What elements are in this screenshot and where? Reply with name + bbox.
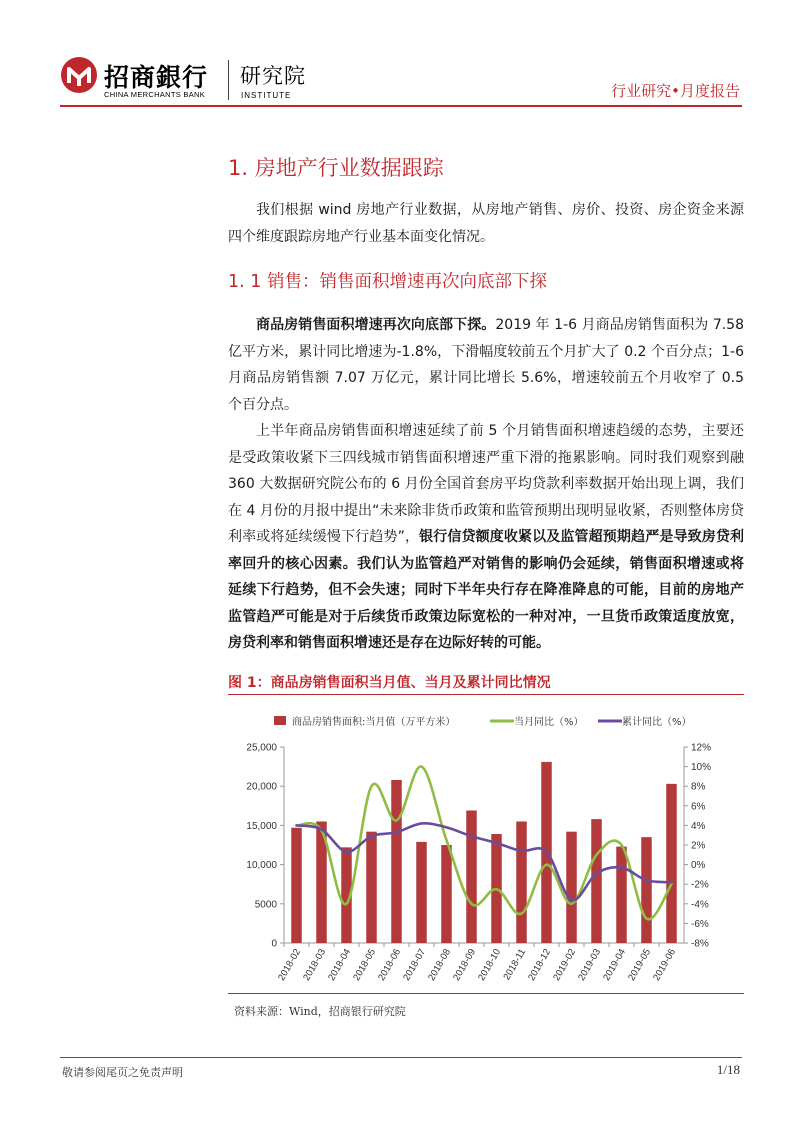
bar-sales-area	[616, 847, 627, 943]
legend-swatch-bar	[274, 716, 286, 725]
bar-sales-area	[291, 828, 302, 943]
x-axis-tick-label: 2018-02	[276, 947, 304, 983]
x-axis-tick-label: 2018-10	[476, 947, 504, 983]
bar-sales-area	[391, 780, 402, 943]
bar-sales-area	[416, 842, 427, 943]
chart-legend	[274, 715, 692, 728]
right-axis-tick-label: 10%	[691, 762, 712, 774]
left-axis-tick-label: 15,000	[246, 820, 277, 832]
right-axis-tick-label: 0%	[691, 860, 706, 872]
footer-disclaimer: 敬请参阅尾页之免责声明	[62, 1066, 183, 1079]
brand-name: 招商銀行	[104, 63, 209, 92]
institute-name: 研究院	[240, 64, 306, 88]
paragraph-analysis	[228, 418, 744, 657]
sales-area-chart	[228, 700, 744, 995]
page-header	[0, 0, 802, 108]
bar-sales-area	[516, 821, 527, 943]
right-axis-tick-label: 6%	[691, 801, 706, 813]
bar-sales-area	[566, 832, 577, 943]
page-number: 1/18	[716, 1062, 740, 1077]
left-axis-tick-label: 0	[271, 938, 277, 950]
institute-name-en: INSTITUTE	[241, 91, 292, 100]
x-axis-tick-label: 2019-02	[551, 947, 579, 983]
paragraph-analysis-conclusion: 银行信贷额度收紧以及监管超预期趋严是导致房贷利率回升的核心因素。我们认为监管趋严对销售的影响仍会延续，销售面积增速或将延续下行趋势，但不会失速；同时下半年央行存在降准降息的可能，目前的房地产监管趋严可能是对于后续货币政策边际宽松的一种对冲，一旦货币政策适度放宽，房贷利率和销售面积增速还是存在边际好转的可能。	[228, 529, 744, 651]
section-title: 1. 房地产行业数据跟踪	[228, 156, 444, 180]
right-axis-tick-label: -8%	[691, 938, 709, 950]
bar-sales-area	[666, 784, 677, 943]
x-axis-tick-label: 2018-06	[376, 947, 404, 983]
x-axis-tick-label: 2018-05	[351, 947, 379, 983]
right-axis-tick-label: 12%	[691, 742, 712, 754]
legend-label: 当月同比（%）	[514, 717, 584, 728]
bar-sales-area	[641, 837, 652, 943]
bar-sales-area	[366, 832, 377, 943]
x-axis-tick-label: 2018-08	[426, 947, 454, 983]
line-monthly-yoy	[297, 766, 672, 919]
cmb-logo-icon	[60, 56, 98, 94]
brand-name-en: CHINA MERCHANTS BANK	[104, 90, 206, 99]
x-axis-tick-label: 2019-05	[626, 947, 654, 983]
report-type: 行业研究•月度报告	[611, 82, 740, 100]
intro-paragraph: 我们根据 wind 房地产行业数据，从房地产销售、房价、投资、房企资金来源四个维度跟踪房地产行业基本面变化情况。	[228, 202, 744, 245]
subsection-title: 1. 1 销售：销售面积增速再次向底部下探	[228, 272, 547, 292]
figure-title: 图 1：商品房销售面积当月值、当月及累计同比情况	[228, 675, 551, 691]
x-axis-tick-label: 2018-12	[526, 947, 554, 983]
paragraph-analysis-body: 上半年商品房销售面积增速延续了前 5 个月销售面积增速趋缓的态势，主要还是受政策收紧下三四线城市销售面积增速严重下滑的拖累影响。同时我们观察到融 360 大数据研究院公布的 6 月份全国首套房平均贷款利率数据开始出现上调，我们在 4 月份的月报中提出“未来除非货币政策和监管预期出现明显收紧，否则整体房贷利率或将延续缓慢下行趋势”，	[228, 423, 744, 545]
legend-label: 累计同比（%）	[622, 717, 692, 728]
paragraph-sales-area-lead: 商品房销售面积增速再次向底部下探。	[256, 317, 496, 333]
x-axis-tick-label: 2019-04	[601, 947, 629, 983]
right-axis-tick-label: -6%	[691, 918, 709, 930]
figure-title-rule	[228, 694, 744, 695]
x-axis-tick-label: 2018-09	[451, 947, 479, 983]
right-axis-tick-label: 8%	[691, 781, 706, 793]
x-axis-tick-label: 2018-11	[501, 947, 529, 983]
paragraph-sales-area-body: 2019 年 1-6 月商品房销售面积为 7.58 亿平方米，累计同比增速为-1.8%，下滑幅度较前五个月扩大了 0.2 个百分点；1-6 月商品房销售额 7.07 万亿元，累计同比增长 5.6%，增速较前五个月收窄了 0.5 个百分点。	[228, 317, 745, 413]
header-rule	[60, 105, 742, 107]
x-axis-tick-label: 2019-03	[576, 947, 604, 983]
right-axis-tick-label: 2%	[691, 840, 706, 852]
figure-source: 资料来源：Wind，招商银行研究院	[234, 1005, 406, 1018]
x-axis-tick-label: 2019-06	[651, 947, 679, 983]
figure-bottom-rule	[228, 993, 744, 994]
right-axis-tick-label: -2%	[691, 879, 709, 891]
x-axis-tick-label: 2018-04	[326, 947, 354, 983]
right-axis-tick-label: 4%	[691, 820, 706, 832]
chart-lines	[296, 766, 671, 919]
legend-label: 商品房销售面积:当月值（万平方米）	[292, 717, 456, 728]
left-axis-tick-label: 20,000	[246, 781, 277, 793]
bar-sales-area	[591, 819, 602, 943]
x-axis-tick-label: 2018-07	[401, 947, 429, 983]
brand-divider	[228, 60, 229, 100]
left-axis-tick-label: 10,000	[246, 860, 277, 872]
left-axis-tick-label: 25,000	[246, 742, 277, 754]
right-axis-tick-label: -4%	[691, 899, 709, 911]
x-axis-tick-label: 2018-03	[301, 947, 329, 983]
footer-rule	[60, 1057, 742, 1058]
left-axis-tick-label: 5000	[254, 899, 277, 911]
bar-sales-area	[441, 845, 452, 943]
paragraph-sales-area	[228, 312, 744, 418]
bar-sales-area	[466, 811, 477, 943]
